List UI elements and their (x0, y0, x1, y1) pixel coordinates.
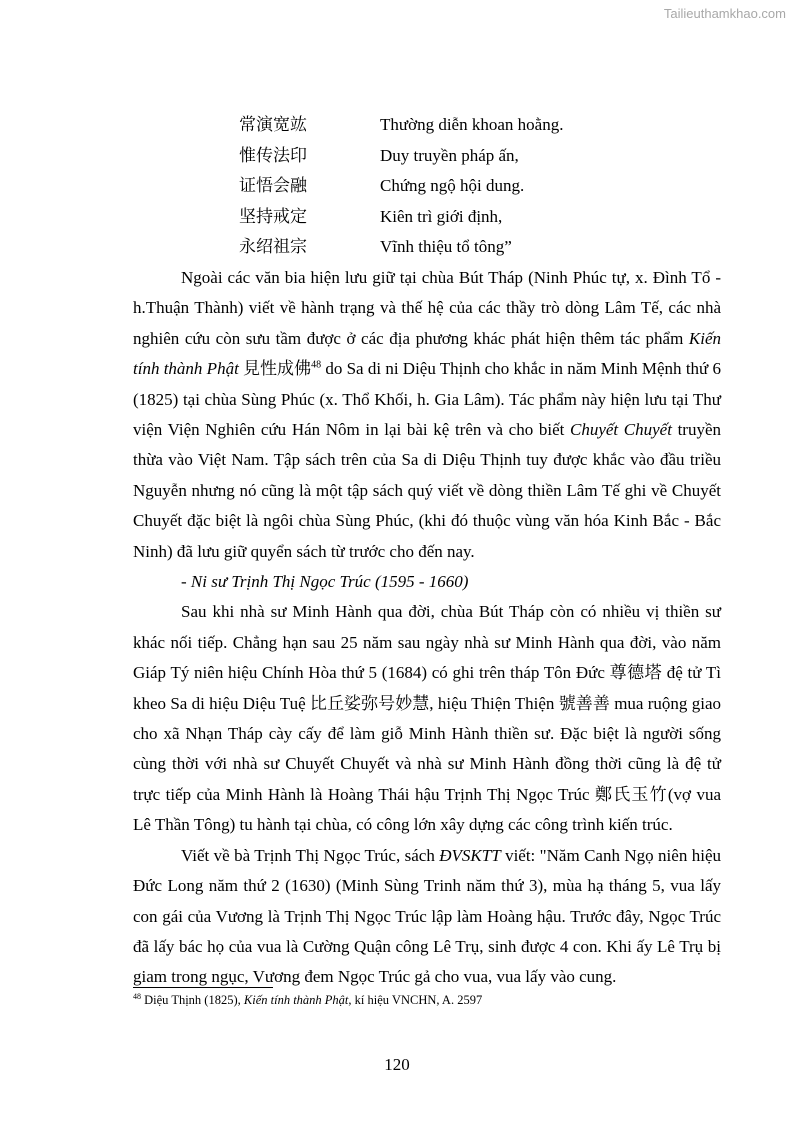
paragraph-kien-tinh (133, 263, 721, 567)
poem-han-text: 惟传法印 (239, 145, 307, 165)
section-subheading: - Ni sư Trịnh Thị Ngọc Trúc (1595 - 1660) (181, 572, 469, 592)
paragraph-text: truyền thừa vào Việt Nam. Tập sách trên của Sa di Diệu Thịnh tuy được khắc vào đầu triều Nguyễn nhưng nó cũng là một tập sách quý viết về dòng thiền Lâm Tế ghi về Chuyết Chuyết đặc biệt là ngôi chùa Sùng Phúc, (khi đó thuộc vùng văn hóa Kinh Bắc - Bắc Ninh) đã lưu giữ quyển sách từ trước cho đến nay. (133, 420, 721, 561)
poem-line (239, 141, 721, 172)
paragraph-text: viết: "Năm Canh Ngọ niên hiệu Đức Long năm thứ 2 (1630) (Minh Sùng Trinh năm thứ 3), mùa hạ tháng 5, vua lấy con gái của Vương là Trịnh Thị Ngọc Trúc lập làm Hoàng hậu. Trước đây, Ngọc Trúc đã lấy bác họ của vua là Cường Quận công Lê Trụ, sinh được 4 con. Khi ấy Lê Trụ bị giam trong ngục, Vương đem Ngọc Trúc gả cho vua, vua lấy vào cung. (133, 845, 721, 987)
paragraph-text: do Sa di ni Diệu Thịnh cho khắc in năm Minh Mệnh thứ 6 (1825) tại chùa Sùng Phúc (x. Thổ Khối, h. Gia Lâm). Tác phẩm này hiện lưu tại Thư viện Viện Nghiên cứu Hán Nôm in lại bài kệ trên và cho biết (133, 359, 722, 439)
footnote (133, 991, 721, 1009)
footnote-divider (133, 987, 273, 988)
poem-line (239, 202, 721, 233)
poem-viet-text: Vĩnh thiệu tổ tông” (380, 237, 512, 257)
poem-viet-text: Kiên trì giới định, (380, 206, 503, 226)
poem-viet-text: Duy truyền pháp ấn, (380, 145, 519, 165)
page-number: 120 (384, 1055, 410, 1074)
footnote-number: 48 (133, 991, 141, 1001)
poem-han-text: 证悟会融 (239, 176, 307, 196)
person-name: Chuyết Chuyết (570, 420, 672, 439)
poem-line (239, 232, 721, 263)
poem-viet-text: Chứng ngộ hội dung. (380, 176, 525, 196)
paragraph-text: Ngoài các văn bia hiện lưu giữ tại chùa Bút Tháp (Ninh Phúc tự, x. Đình Tổ - h.Thuận Thành) viết về hành trạng và thế hệ của các thầy trò dòng Lâm Tế, các nhà nghiên cứu còn sưu tầm được ở các địa phương khác phát hiện thêm tác phẩm (133, 267, 721, 348)
paragraph-text: Viết về bà Trịnh Thị Ngọc Trúc, sách (181, 845, 440, 865)
poem-viet-text: Thường diễn khoan hoằng. (380, 115, 564, 134)
watermark: Tailieuthamkhao.com (663, 6, 786, 21)
poem-han-text: 常演宽竑 (239, 115, 307, 134)
book-title: ĐVSKTT (439, 845, 501, 865)
paragraph-minh-hanh: Sau khi nhà sư Minh Hành qua đời, chùa Bút Tháp còn có nhiều vị thiền sư khác nối tiếp. Chẳng hạn sau 25 năm sau ngày nhà sư Minh Hành qua đời, vào năm Giáp Tý niên hiệu Chính Hòa thứ 5 (1684) có ghi trên tháp Tôn Đức 尊德塔 đệ tử Tì kheo Sa di hiệu Diệu Tuệ 比丘娑弥号妙慧, hiệu Thiện Thiện 號善善 mua ruộng giao cho xã Nhạn Tháp cày cấy để làm giỗ Minh Hành thiền sư. Đặc biệt là người sống cùng thời với nhà sư Chuyết Chuyết và nhà sư Minh Hành đồng thời cũng là đệ tử trực tiếp của Minh Hành là Hoàng Thái hậu Trịnh Thị Ngọc Trúc 鄭氏玉竹(vợ vua Lê Thần Tông) tu hành tại chùa, có công lớn xây dựng các công trình kiến trúc. (133, 602, 721, 835)
book-title: Kiến tính thành Phật (133, 328, 721, 379)
footnote-text: Diệu Thịnh (1825), (141, 993, 244, 1007)
poem-han-text: 永绍祖宗 (239, 237, 307, 257)
page-body (133, 110, 721, 993)
poem-han-text: 坚持戒定 (239, 206, 307, 226)
footnote-text: , kí hiệu VNCHN, A. 2597 (348, 993, 483, 1007)
poem-line (239, 171, 721, 202)
footnote-ref[interactable]: 48 (311, 359, 322, 371)
paragraph-dvsktt (133, 841, 721, 993)
footnote-book-title: Kiến tính thành Phật (243, 993, 349, 1007)
poem-line (239, 110, 721, 141)
han-text: 見性成佛 (238, 359, 312, 379)
poem-block (239, 110, 721, 263)
